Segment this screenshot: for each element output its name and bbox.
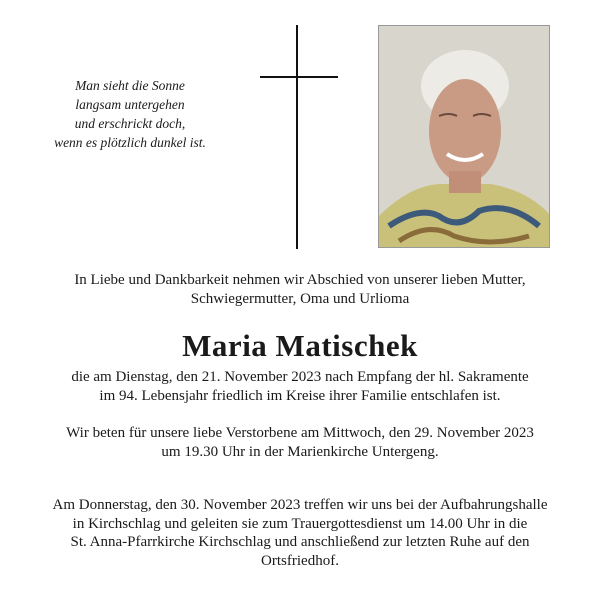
funeral-line: in Kirchschlag und geleiten sie zum Trauergottesdienst um 14.00 Uhr in die bbox=[72, 515, 528, 532]
funeral-line: St. Anna-Pfarrkirche Kirchschlag und anschließend zur letzten Ruhe auf den bbox=[70, 534, 530, 550]
funeral-line: Ortsfriedhof. bbox=[261, 552, 339, 569]
funeral-text bbox=[0, 496, 600, 570]
death-line: im 94. Lebensjahr friedlich im Kreise ihrer Familie entschlafen ist. bbox=[99, 387, 501, 404]
intro-line: Schwiegermutter, Oma und Urlioma bbox=[190, 290, 410, 307]
prayer-line: um 19.30 Uhr in der Marienkirche Untergeng. bbox=[161, 443, 439, 460]
cross-horizontal bbox=[260, 76, 338, 78]
intro-line: In Liebe und Dankbarkeit nehmen wir Abschied von unserer lieben Mutter, bbox=[74, 272, 526, 288]
funeral-line: Am Donnerstag, den 30. November 2023 treffen wir uns bei der Aufbahrungshalle bbox=[52, 497, 548, 513]
poem-line: und erschrickt doch, bbox=[74, 116, 186, 131]
intro-text bbox=[0, 271, 600, 308]
poem-line: wenn es plötzlich dunkel ist. bbox=[54, 135, 206, 150]
prayer-line: Wir beten für unsere liebe Verstorbene am Mittwoch, den 29. November 2023 bbox=[66, 425, 534, 441]
prayer-text bbox=[0, 424, 600, 461]
poem bbox=[30, 76, 230, 152]
death-text bbox=[0, 368, 600, 405]
poem-line: langsam untergehen bbox=[75, 97, 185, 112]
death-line: die am Dienstag, den 21. November 2023 nach Empfang der hl. Sakramente bbox=[71, 369, 529, 385]
deceased-name: Maria Matischek bbox=[182, 328, 418, 363]
cross-vertical bbox=[296, 25, 298, 249]
poem-line: Man sieht die Sonne bbox=[75, 78, 185, 93]
portrait-photo bbox=[378, 25, 550, 248]
